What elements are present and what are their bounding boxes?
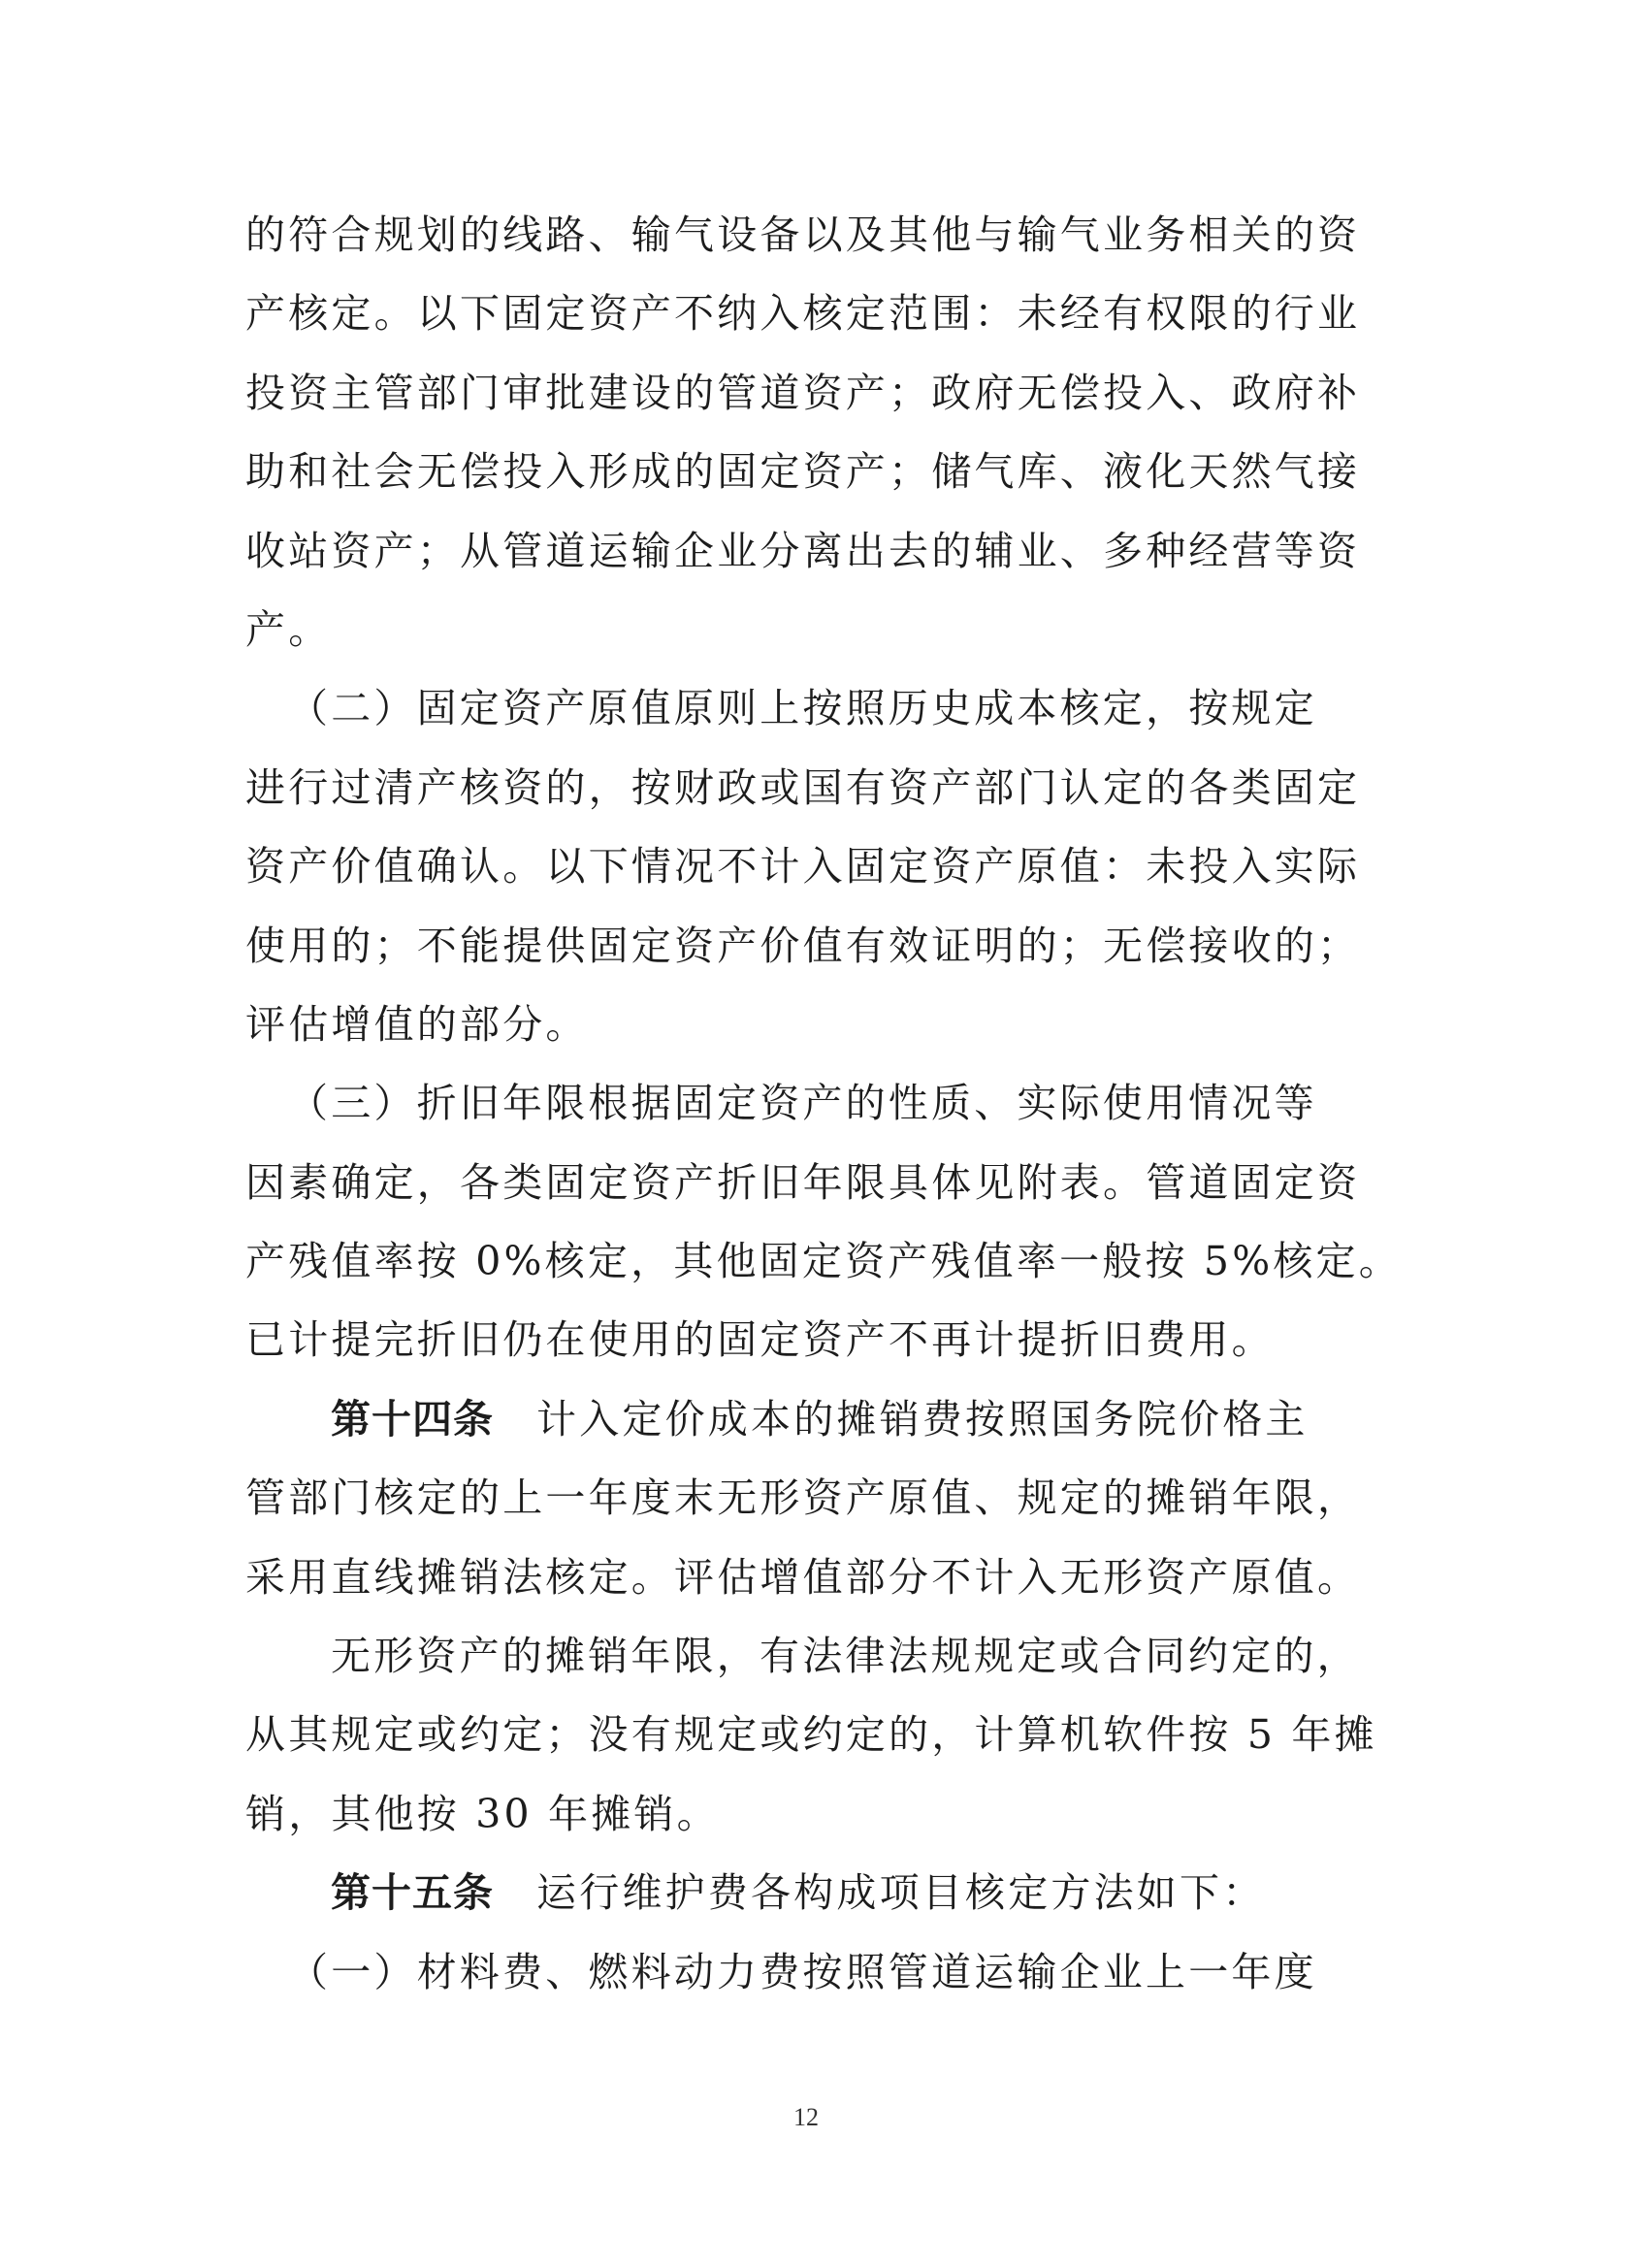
article-14 — [245, 1380, 1371, 1617]
article-heading: 第十四条 — [331, 1395, 494, 1442]
text-line: 管部门核定的上一年度末无形资产原值、规定的摊销年限， — [245, 1474, 1361, 1522]
body-text — [245, 196, 1402, 2012]
text-line: 产残值率按 0%核定，其他固定资产残值率一般按 5%核定。 — [245, 1238, 1402, 1285]
text-line: 评估增值的部分。 — [245, 1000, 589, 1048]
article-text: 计入定价成本的摊销费按照国务院价格主 — [536, 1395, 1309, 1442]
text-line: 的符合规划的线路、输气设备以及其他与输气业务相关的资 — [245, 211, 1361, 258]
article-15 — [245, 1854, 1371, 1932]
text-line: 无形资产的摊销年限，有法律法规规定或合同约定的， — [331, 1633, 1360, 1680]
text-line: 资产价值确认。以下情况不计入固定资产原值：未投入实际 — [245, 843, 1361, 891]
text-line: （二）固定资产原值原则上按照历史成本核定，按规定 — [288, 685, 1317, 732]
text-line: 产。 — [245, 605, 332, 653]
text-line: （一）材料费、燃料动力费按照管道运输企业上一年度 — [288, 1948, 1317, 1995]
text-line — [245, 1380, 1371, 1459]
text-line: 投资主管部门审批建设的管道资产；政府无偿投入、政府补 — [245, 369, 1361, 416]
paragraph-amortization-period — [245, 1617, 1377, 1854]
paragraph-depreciation — [245, 1064, 1402, 1380]
text-line: 进行过清产核资的，按财政或国有资产部门认定的各类固定 — [245, 763, 1361, 811]
paragraph-original-value — [245, 669, 1371, 1064]
text-line: 产核定。以下固定资产不纳入核定范围：未经有权限的行业 — [245, 290, 1361, 338]
text-line: 收站资产；从管道运输企业分离出去的辅业、多种经营等资 — [245, 527, 1361, 574]
text-line: （三）折旧年限根据固定资产的性质、实际使用情况等 — [288, 1080, 1317, 1127]
article-heading: 第十五条 — [331, 1869, 494, 1917]
paragraph-material-fuel-costs — [245, 1933, 1371, 2012]
text-line: 销，其他按 30 年摊销。 — [245, 1790, 720, 1837]
text-line: 使用的；不能提供固定资产价值有效证明的；无偿接收的； — [245, 922, 1361, 969]
text-line: 采用直线摊销法核定。评估增值部分不计入无形资产原值。 — [245, 1553, 1361, 1601]
article-text: 运行维护费各构成项目核定方法如下： — [536, 1869, 1266, 1917]
text-line: 因素确定，各类固定资产折旧年限具体见附表。管道固定资 — [245, 1158, 1361, 1206]
text-line: 助和社会无偿投入形成的固定资产；储气库、液化天然气接 — [245, 448, 1361, 496]
page-number: 12 — [793, 2103, 819, 2131]
text-line — [245, 1854, 1371, 1932]
text-line: 从其规定或约定；没有规定或约定的，计算机软件按 5 年摊 — [245, 1711, 1377, 1759]
paragraph-scope-continuation — [245, 196, 1371, 669]
text-line: 已计提完折旧仍在使用的固定资产不再计提折旧费用。 — [245, 1316, 1275, 1364]
